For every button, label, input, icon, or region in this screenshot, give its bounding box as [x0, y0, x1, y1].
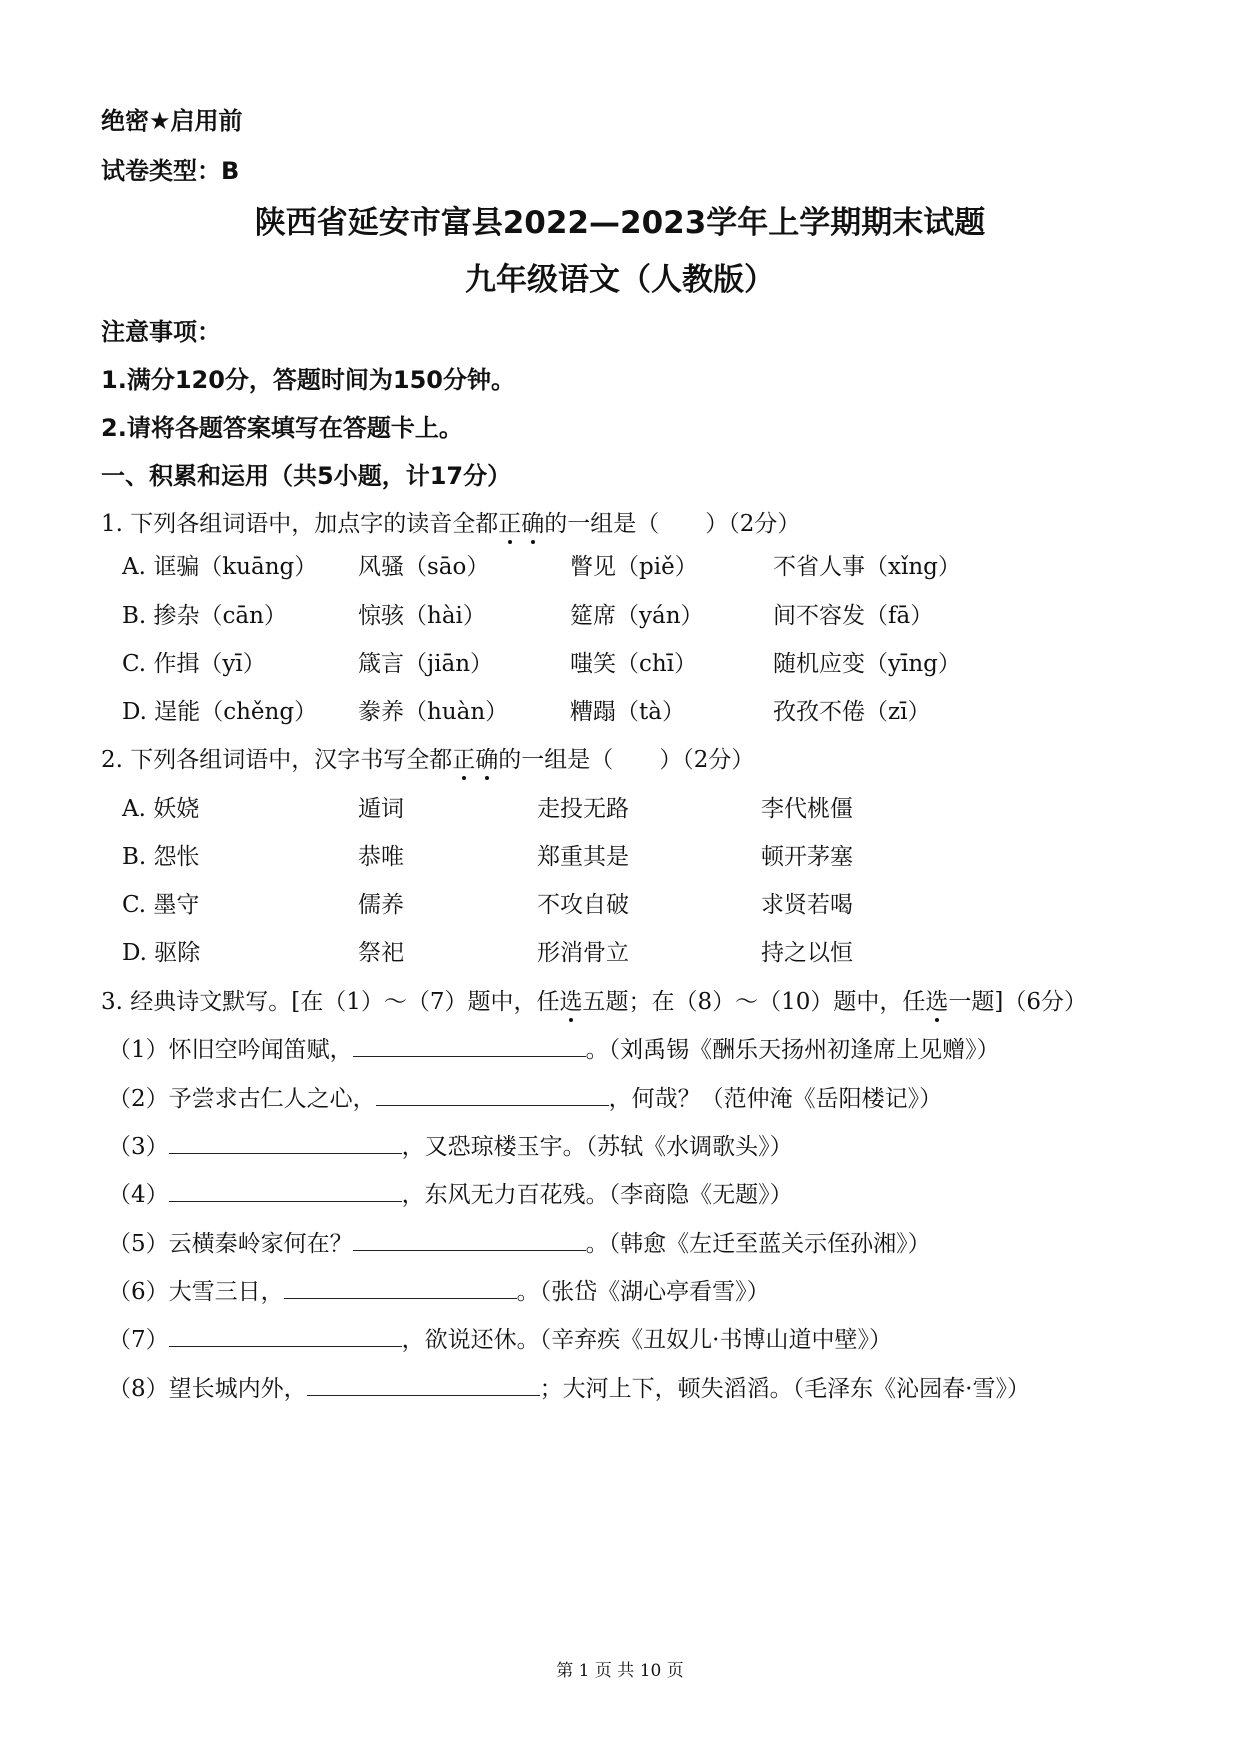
option-cell: 形消骨立 — [537, 940, 629, 966]
option-cell: 恭唯 — [358, 844, 404, 870]
option-cell: 顿开茅塞 — [761, 844, 853, 870]
secret-label: 绝密★启用前 — [101, 107, 243, 135]
emphasis-char: 确 — [475, 747, 499, 773]
recitation-suffix: 。（韩愈《左迁至蓝关示侄孙湘》） — [585, 1231, 931, 1257]
option-cell: 糟蹋（tà） — [570, 699, 685, 725]
option-cell: 持之以恒 — [761, 940, 853, 966]
option-cell: 风骚（sāo） — [358, 554, 490, 580]
option-cell: 郑重其是 — [537, 844, 629, 870]
option-cell: C. 作揖（yī） — [122, 651, 266, 677]
notes-item: 2.请将各题答案填写在答题卡上。 — [101, 414, 463, 442]
recitation-prefix: （5）云横秦岭家何在？ — [108, 1231, 353, 1257]
stem-text: 题；在（8）～（10）题中， — [605, 989, 903, 1015]
stem-text: 的一组是（ ）（2分） — [544, 511, 801, 537]
recitation-prefix: （1）怀旧空吟闻笛赋， — [108, 1037, 353, 1063]
recitation-prefix: （6）大雪三日， — [108, 1279, 284, 1305]
recitation-suffix: ，又恐琼楼玉宇。（苏轼《水调歌头》） — [401, 1134, 793, 1160]
recitation-suffix: 。（张岱《湖心亭看雪》） — [516, 1279, 770, 1305]
recitation-item — [108, 1225, 931, 1258]
emphasis-text: 任选一 — [902, 989, 972, 1015]
stem-text: 2. 下列各组词语中，汉字书写全都 — [101, 747, 453, 773]
answer-blank[interactable] — [169, 1179, 402, 1202]
recitation-prefix: （8）望长城内外， — [108, 1376, 307, 1402]
answer-blank[interactable] — [376, 1083, 609, 1106]
stem-text: 的一组是（ ）（2分） — [498, 747, 755, 773]
option-cell: 随机应变（yīng） — [773, 651, 961, 677]
answer-blank[interactable] — [169, 1324, 402, 1347]
recitation-suffix: ；大河上下，顿失滔滔。（毛泽东《沁园春·雪》） — [539, 1376, 1030, 1402]
recitation-item — [108, 1273, 770, 1306]
answer-blank[interactable] — [353, 1034, 586, 1057]
question-2-stem — [101, 741, 754, 774]
notes-heading: 注意事项： — [101, 318, 221, 346]
emphasis-text: 任选五 — [536, 989, 606, 1015]
recitation-suffix: ，东风无力百花残。（李商隐《无题》） — [401, 1182, 793, 1208]
exam-title: 陕西省延安市富县2022—2023学年上学期期末试题 — [254, 205, 986, 241]
option-cell: 筵席（yán） — [570, 603, 704, 629]
recitation-prefix: （4） — [108, 1182, 169, 1208]
option-cell: C. 墨守 — [122, 892, 200, 918]
recitation-prefix: （3） — [108, 1134, 169, 1160]
option-cell: 间不容发（fā） — [773, 603, 934, 629]
recitation-item — [108, 1321, 892, 1354]
option-cell: D. 驱除 — [122, 940, 201, 966]
answer-blank[interactable] — [169, 1131, 402, 1154]
option-cell: 不攻自破 — [537, 892, 629, 918]
stem-text: 3. 经典诗文默写。[在（1）～（7）题中， — [101, 989, 537, 1015]
option-cell: 瞥见（piě） — [570, 554, 698, 580]
question-1-stem — [101, 505, 800, 538]
recitation-prefix: （2）予尝求古仁人之心， — [108, 1086, 376, 1112]
option-cell: 祭祀 — [358, 940, 404, 966]
notes-item: 1.满分120分，答题时间为150分钟。 — [101, 366, 516, 394]
option-cell: 不省人事（xǐng） — [773, 554, 961, 580]
recitation-prefix: （7） — [108, 1327, 169, 1353]
option-cell: B. 怨怅 — [122, 844, 200, 870]
stem-text: 1. 下列各组词语中，加点字的读音全都 — [101, 511, 499, 537]
section-heading: 一、积累和运用（共5小题，计17分） — [101, 462, 512, 490]
option-cell: 豢养（huàn） — [358, 699, 509, 725]
stem-text: 题]（6分） — [971, 989, 1088, 1015]
option-cell: A. 诓骗（kuāng） — [122, 554, 318, 580]
answer-blank[interactable] — [307, 1373, 540, 1396]
option-cell: 箴言（jiān） — [358, 651, 494, 677]
recitation-suffix: ，何哉？（范仲淹《岳阳楼记》） — [608, 1086, 943, 1112]
recitation-suffix: 。（刘禹锡《酬乐天扬州初逢席上见赠》） — [585, 1037, 1000, 1063]
option-cell: 嗤笑（chī） — [570, 651, 698, 677]
option-cell: 李代桃僵 — [761, 796, 853, 822]
emphasis-char: 正 — [498, 511, 522, 537]
option-cell: B. 掺杂（cān） — [122, 603, 287, 629]
option-cell: 走投无路 — [537, 796, 629, 822]
recitation-item — [108, 1128, 793, 1161]
exam-subtitle: 九年级语文（人教版） — [465, 262, 775, 298]
option-cell: 儒养 — [358, 892, 404, 918]
option-cell: 遁词 — [358, 796, 404, 822]
emphasis-char: 确 — [521, 511, 545, 537]
answer-blank[interactable] — [353, 1228, 586, 1251]
question-3-stem — [101, 983, 1087, 1016]
option-cell: A. 妖娆 — [122, 796, 200, 822]
answer-blank[interactable] — [284, 1276, 517, 1299]
page-number: 第 1 页 共 10 页 — [556, 1661, 684, 1681]
recitation-item — [108, 1080, 942, 1113]
recitation-item — [108, 1031, 1000, 1064]
option-cell: D. 逞能（chěng） — [122, 699, 318, 725]
recitation-suffix: ，欲说还休。（辛弃疾《丑奴儿·书博山道中壁》） — [401, 1327, 892, 1353]
recitation-item — [108, 1176, 793, 1209]
option-cell: 孜孜不倦（zī） — [773, 699, 931, 725]
option-cell: 惊骇（hài） — [358, 603, 486, 629]
recitation-item — [108, 1370, 1030, 1403]
paper-type-label: 试卷类型：B — [101, 157, 240, 185]
option-cell: 求贤若喝 — [761, 892, 853, 918]
emphasis-char: 正 — [452, 747, 476, 773]
